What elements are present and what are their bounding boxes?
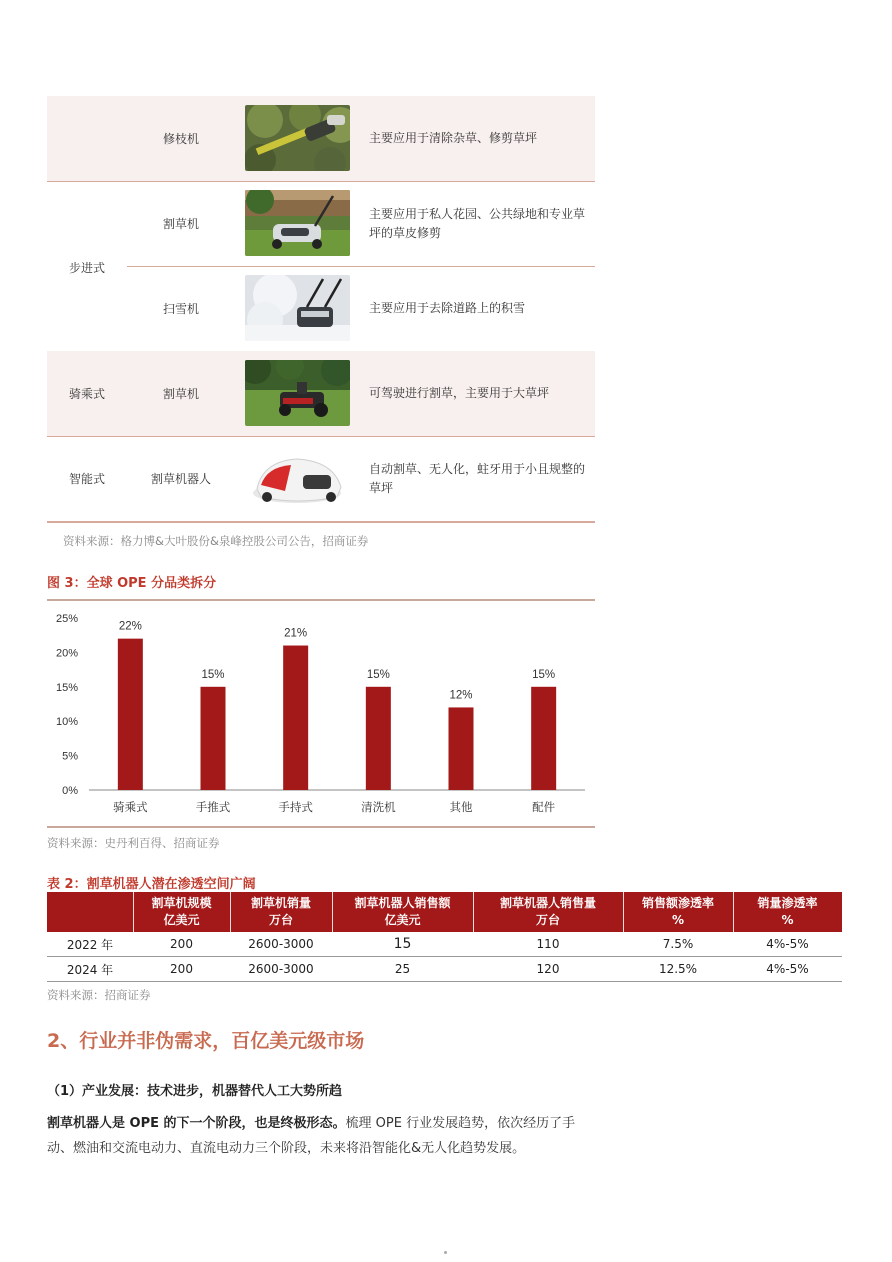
cell-volume-penetration: 4%-5% xyxy=(766,937,809,951)
table-bottom-rule xyxy=(47,521,595,523)
table2-source-note: 资料来源：招商证券 xyxy=(47,988,151,1002)
bar xyxy=(283,646,308,790)
y-tick-label: 5% xyxy=(62,750,78,763)
bar xyxy=(449,707,474,790)
cell-robot-sales: 15 xyxy=(393,936,412,952)
type-riding: 骑乘式 xyxy=(68,387,105,401)
page-dot xyxy=(444,1251,447,1254)
bar xyxy=(118,639,143,790)
header-cell: 销售额渗透率 % xyxy=(641,896,714,927)
product-name: 修枝机 xyxy=(162,132,199,146)
robot-mower-image xyxy=(245,445,350,511)
header-cell: 割草机规模 亿美元 xyxy=(151,896,212,927)
figure-title: 图 3：全球 OPE 分品类拆分 xyxy=(47,576,217,591)
table-source-note: 资料来源：格力博&大叶股份&泉峰控股公司公告，招商证券 xyxy=(63,534,369,548)
figure-source-note: 资料来源：史丹利百得、招商证券 xyxy=(47,836,220,850)
cell-robot-volume: 120 xyxy=(536,962,560,976)
section-heading: 2、行业并非伪需求，百亿美元级市场 xyxy=(47,1030,365,1052)
product-name: 割草机 xyxy=(162,217,199,231)
product-description: 主要应用于私人花园、公共绿地和专业草坪的草皮修剪 xyxy=(369,206,586,240)
product-table xyxy=(47,96,595,521)
table2-title: 表 2：割草机器人潜在渗透空间广阔 xyxy=(47,877,256,892)
table-row xyxy=(47,957,842,982)
product-name: 扫雪机 xyxy=(162,302,199,316)
y-tick-label: 0% xyxy=(62,785,78,797)
table-row xyxy=(47,266,595,351)
walk-behind-mower-image xyxy=(245,190,350,256)
y-tick-label: 25% xyxy=(55,613,78,625)
header-cell: 割草机器人销售量 万台 xyxy=(499,896,596,927)
data-label: 12% xyxy=(449,689,473,702)
x-tick-label: 其他 xyxy=(449,800,473,814)
cell-sales-penetration: 12.5% xyxy=(658,962,698,976)
data-label: 22% xyxy=(118,620,142,633)
snow-blower-image xyxy=(245,275,350,341)
table-row xyxy=(47,436,595,521)
y-tick-label: 10% xyxy=(55,716,78,729)
data-label: 15% xyxy=(532,668,556,681)
table-row xyxy=(47,96,595,181)
product-description: 主要应用于去除道路上的积雪 xyxy=(369,301,526,315)
table-row xyxy=(47,351,595,436)
bar xyxy=(531,687,556,790)
x-tick-label: 手持式 xyxy=(278,800,313,814)
data-label: 15% xyxy=(201,668,225,681)
riding-mower-image xyxy=(245,360,350,426)
ope-category-bar-chart xyxy=(47,604,595,824)
body-paragraph xyxy=(47,1111,599,1161)
cell-mower-market: 200 xyxy=(170,962,193,976)
type-smart: 智能式 xyxy=(68,472,105,486)
paragraph-lead: 割草机器人是 OPE 的下一个阶段，也是终极形态。 xyxy=(47,1116,346,1131)
header-cell: 割草机销量 万台 xyxy=(250,896,311,927)
product-description: 主要应用于清除杂草、修剪草坪 xyxy=(369,131,538,145)
table-row xyxy=(47,181,595,266)
cell-mower-market: 200 xyxy=(170,937,193,951)
y-tick-label: 15% xyxy=(55,681,78,694)
bar xyxy=(201,687,226,790)
cell-year: 2024 年 xyxy=(66,962,114,977)
table-row xyxy=(47,932,842,957)
product-name: 割草机器人 xyxy=(150,472,211,486)
cell-mower-volume: 2600-3000 xyxy=(248,937,314,951)
cell-mower-volume: 2600-3000 xyxy=(248,962,314,976)
subsection-heading: （1）产业发展：技术进步，机器替代人工大势所趋 xyxy=(47,1084,343,1099)
product-description: 自动割草、无人化，蛀牙用于小且规整的草坪 xyxy=(369,461,586,495)
y-tick-label: 20% xyxy=(55,647,78,660)
cell-robot-sales: 25 xyxy=(394,962,411,976)
x-tick-label: 清洗机 xyxy=(361,800,396,814)
cell-year: 2022 年 xyxy=(66,937,114,952)
figure-bottom-rule xyxy=(47,826,595,828)
header-cell xyxy=(47,892,133,932)
cell-sales-penetration: 7.5% xyxy=(662,937,694,951)
data-label: 21% xyxy=(284,627,308,640)
cell-robot-volume: 110 xyxy=(536,937,560,951)
bar xyxy=(366,687,391,790)
x-tick-label: 骑乘式 xyxy=(113,800,148,814)
figure-top-rule xyxy=(47,599,595,601)
table-header-row xyxy=(47,892,842,932)
paragraph-body: 梳理 OPE 行业发展趋势，依次经历了手动、燃油和交流电动力、直流电动力三个阶段，未来将沿智能化&无人化趋势发展。 xyxy=(47,1116,576,1156)
x-tick-label: 配件 xyxy=(532,800,556,814)
product-name: 割草机 xyxy=(162,387,199,401)
product-description: 可驾驶进行割草，主要用于大草坪 xyxy=(369,386,550,400)
type-walk-behind: 步进式 xyxy=(68,260,105,275)
x-tick-label: 手推式 xyxy=(195,800,231,814)
header-cell: 销量渗透率 % xyxy=(757,896,818,927)
penetration-table xyxy=(47,892,842,982)
hedge-trimmer-image xyxy=(245,105,350,171)
cell-volume-penetration: 4%-5% xyxy=(766,962,809,976)
data-label: 15% xyxy=(366,668,390,681)
header-cell: 割草机器人销售额 亿美元 xyxy=(354,896,451,927)
